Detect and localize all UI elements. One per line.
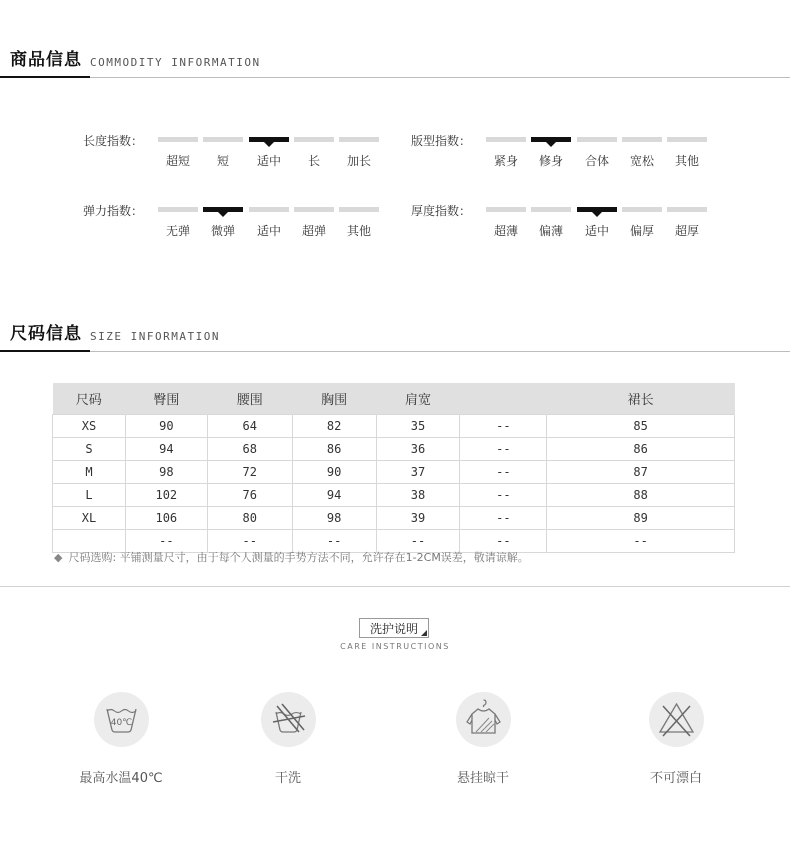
table-cell: 87 <box>547 461 735 484</box>
index-option: 修身 <box>538 154 563 168</box>
index-segment <box>294 207 334 212</box>
size-table <box>52 383 735 553</box>
index-segment <box>339 137 379 142</box>
corner-mark-icon <box>421 630 427 636</box>
index-row <box>83 202 383 242</box>
index-option: 超短 <box>165 154 190 168</box>
index-segment <box>667 137 707 142</box>
table-cell: 94 <box>125 438 207 461</box>
table-row <box>53 507 735 530</box>
section-divider-accent <box>0 76 90 78</box>
index-option: 长 <box>307 154 320 168</box>
table-cell: -- <box>376 530 460 553</box>
table-cell: 37 <box>376 461 460 484</box>
index-segment <box>158 207 198 212</box>
table-cell: -- <box>125 530 207 553</box>
size-table-header <box>53 383 735 415</box>
section-divider <box>0 77 790 78</box>
table-cell: 82 <box>292 415 376 438</box>
index-option: 其他 <box>674 154 699 168</box>
index-option: 无弹 <box>165 224 190 238</box>
index-segment <box>339 207 379 212</box>
index-segment <box>158 137 198 142</box>
index-option: 超薄 <box>493 224 518 238</box>
care-item-wash <box>61 692 181 786</box>
wash-40c-icon <box>94 692 149 747</box>
table-cell: 80 <box>207 507 292 530</box>
index-segment <box>294 137 334 142</box>
table-cell: -- <box>460 415 547 438</box>
index-label: 长度指数： <box>83 134 144 148</box>
section-divider-accent <box>0 350 90 352</box>
index-label: 版型指数： <box>411 134 472 148</box>
commodity-title-cn: 商品信息 <box>10 50 82 70</box>
column-header: 裙长 <box>547 383 735 415</box>
tumble-dry-icon <box>261 692 316 747</box>
table-cell: 94 <box>292 484 376 507</box>
table-cell: 85 <box>547 415 735 438</box>
table-cell: 35 <box>376 415 460 438</box>
table-cell: 90 <box>125 415 207 438</box>
table-cell: M <box>53 461 126 484</box>
table-cell: 72 <box>207 461 292 484</box>
index-option: 合体 <box>584 154 609 168</box>
index-segment <box>577 137 617 142</box>
table-cell: -- <box>460 484 547 507</box>
table-cell: 88 <box>547 484 735 507</box>
table-cell: 86 <box>292 438 376 461</box>
column-header: 臀围 <box>125 383 207 415</box>
care-label: 悬挂晾干 <box>456 771 509 786</box>
index-option: 短 <box>216 154 229 168</box>
table-cell: -- <box>460 530 547 553</box>
size-note-text: 尺码选购: 平铺测量尺寸，由于每个人测量的手势方法不同，允许存在1-2CM误差，敬请谅解。 <box>68 551 529 564</box>
index-segment-selected <box>203 207 243 212</box>
table-cell: 90 <box>292 461 376 484</box>
index-segment <box>531 207 571 212</box>
table-cell: S <box>53 438 126 461</box>
index-option: 适中 <box>584 224 609 238</box>
index-option: 微弹 <box>210 224 235 238</box>
table-row <box>53 461 735 484</box>
table-row <box>53 438 735 461</box>
index-option: 超弹 <box>301 224 326 238</box>
index-label: 弹力指数： <box>83 204 144 218</box>
table-cell: -- <box>547 530 735 553</box>
index-segment <box>622 137 662 142</box>
table-cell: -- <box>460 461 547 484</box>
care-label: 干洗 <box>274 771 301 786</box>
table-cell: 68 <box>207 438 292 461</box>
table-cell: -- <box>460 438 547 461</box>
index-label: 厚度指数： <box>411 204 472 218</box>
column-header: 胸围 <box>292 383 376 415</box>
index-row <box>411 202 711 242</box>
table-row <box>53 484 735 507</box>
table-cell: 39 <box>376 507 460 530</box>
index-segment-selected <box>577 207 617 212</box>
index-option: 紧身 <box>493 154 518 168</box>
size-title-en: SIZE INFORMATION <box>90 330 220 343</box>
care-label: 最高水温40℃ <box>79 771 163 786</box>
care-subtitle: CARE INSTRUCTIONS <box>340 642 450 651</box>
table-cell: 102 <box>125 484 207 507</box>
index-row <box>411 132 711 172</box>
table-cell: -- <box>207 530 292 553</box>
index-segment <box>203 137 243 142</box>
table-cell: 36 <box>376 438 460 461</box>
column-header: 尺码 <box>53 383 126 415</box>
column-header: 腰围 <box>207 383 292 415</box>
index-segment-selected <box>249 137 289 142</box>
commodity-title-en: COMMODITY INFORMATION <box>90 56 261 69</box>
index-segment <box>249 207 289 212</box>
table-cell: 64 <box>207 415 292 438</box>
diamond-icon: ◆ <box>54 551 63 564</box>
size-section-header <box>0 312 790 352</box>
index-option: 加长 <box>346 154 371 168</box>
index-segment <box>486 207 526 212</box>
index-option: 宽松 <box>629 154 654 168</box>
hang-dry-icon <box>456 692 511 747</box>
table-cell: 106 <box>125 507 207 530</box>
index-segment <box>622 207 662 212</box>
index-option: 适中 <box>256 154 281 168</box>
table-cell: 98 <box>292 507 376 530</box>
table-cell: -- <box>292 530 376 553</box>
index-option: 偏厚 <box>629 224 654 238</box>
section-divider <box>0 351 790 352</box>
table-cell: 38 <box>376 484 460 507</box>
table-cell: 76 <box>207 484 292 507</box>
table-cell: 89 <box>547 507 735 530</box>
column-header: 肩宽 <box>376 383 460 415</box>
table-row <box>53 415 735 438</box>
wash-temp-text: 40℃ <box>110 718 132 728</box>
no-bleach-icon <box>649 692 704 747</box>
index-option: 偏薄 <box>538 224 563 238</box>
column-header <box>460 383 547 415</box>
index-option: 其他 <box>346 224 371 238</box>
care-label: 不可漂白 <box>649 771 702 786</box>
care-title-text: 洗护说明 <box>369 622 418 636</box>
size-title-cn: 尺码信息 <box>10 324 82 344</box>
index-row <box>83 132 383 172</box>
size-note <box>54 549 529 565</box>
index-option: 适中 <box>256 224 281 238</box>
care-item-dry <box>228 692 348 786</box>
index-segment <box>667 207 707 212</box>
table-cell: -- <box>460 507 547 530</box>
section-divider <box>0 586 790 587</box>
table-cell: XS <box>53 415 126 438</box>
care-title <box>359 618 429 638</box>
index-option: 超厚 <box>674 224 699 238</box>
index-segment <box>486 137 526 142</box>
care-item-bleach <box>616 692 736 786</box>
table-cell: L <box>53 484 126 507</box>
table-cell: 98 <box>125 461 207 484</box>
index-segment-selected <box>531 137 571 142</box>
care-item-hang <box>423 692 543 786</box>
table-cell: 86 <box>547 438 735 461</box>
commodity-section-header <box>0 38 790 78</box>
table-cell: XL <box>53 507 126 530</box>
